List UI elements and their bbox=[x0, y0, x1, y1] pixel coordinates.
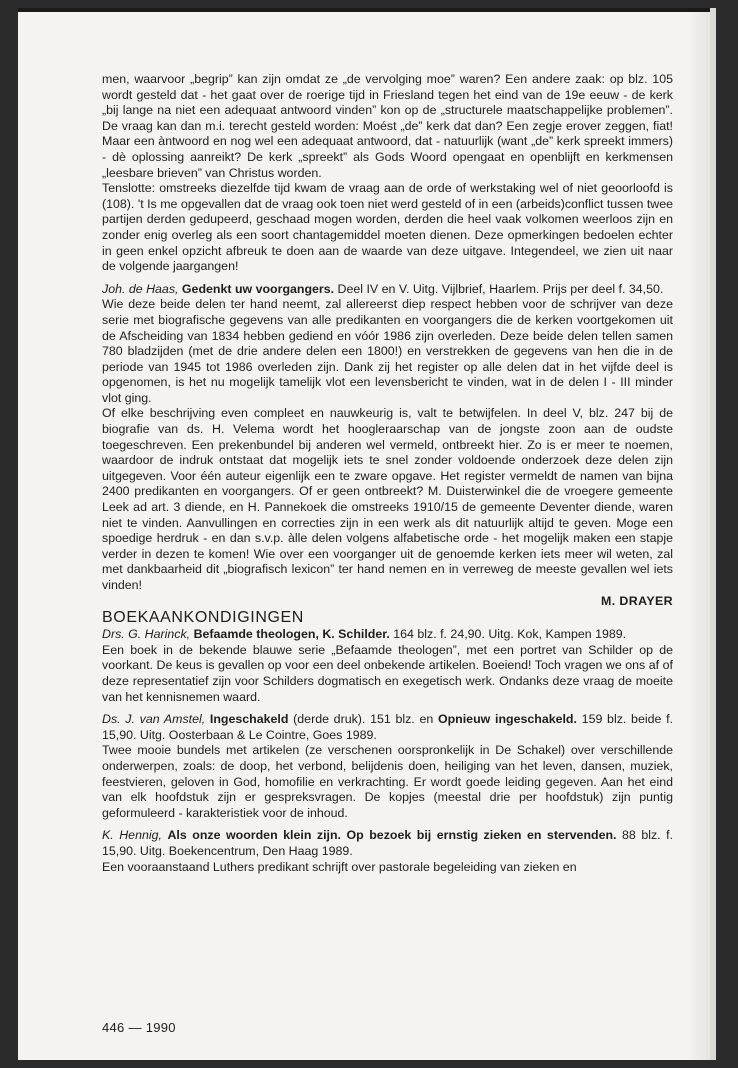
announcement-meta: 159 blz. beide f. 15,90. Uitg. Oosterbaan & Le Cointre, Goes 1989. bbox=[102, 712, 673, 742]
announcement-meta: 164 blz. f. 24,90. Uitg. Kok, Kampen 1989. bbox=[393, 627, 627, 642]
paragraph-tenslotte: Tenslotte: omstreeks diezelfde tijd kwam de vraag aan de orde of werkstaking wel of niet geoorloofd is (108). 't Is me opgevallen dat de vraag ook toen niet werd gesteld of in een (arbeids)conflict tussen twee partijen derden gedupeerd, geschaad mogen worden, derden die heel vaak volkomen weerloos zijn en zonder enig overleg als een soort chantagemiddel moeten dienen. Deze opmerkingen bedoelen echter in geen enkel opzicht afbreuk te doen aan de waarde van deze uitgave. Integendeel, we zien uit naar de volgende jaargangen! bbox=[102, 181, 673, 274]
review-paragraph-1: Wie deze beide delen ter hand neemt, zal allereerst diep respect hebben voor de schrijver van deze serie met biografische gegevens van alle predikanten en voorgangers die de kerken voortgekomen uit de Afscheiding van 1834 hebben gediend en vóór 1986 zijn overleden. Deze beide delen tellen samen 780 bladzijden (met de drie andere delen een 1800!) en verstrekken de gegevens van hen die in de periode van 1945 tot 1986 overleden zijn. Dank zij het register op alle delen dat in het vijfde deel is opgenomen, is het nu mogelijk tamelijk vlot een levensbericht te vinden, wat in de delen I - III minder vlot ging. bbox=[102, 297, 673, 405]
review-signature: M. DRAYER bbox=[601, 593, 673, 608]
page-number: 446 — 1990 bbox=[102, 1020, 176, 1035]
page-content bbox=[102, 72, 673, 875]
page-edge-shadow bbox=[688, 8, 710, 1060]
review-header bbox=[102, 282, 673, 298]
announcement-body: Een boek in de bekende blauwe serie „Befaamde theologen”, met een portret van Schilder op de voorkant. De keus is gevallen op voor een deel onbekende artikelen. Boeiend! Toch vragen we ons af of deze representatief zijn voor Schilders dogmatisch en exegetisch werk. Ondanks deze vraag de moeite van het kennisnemen waard. bbox=[102, 642, 673, 704]
announcement-body: Een vooraanstaand Luthers predikant schrijft over pastorale begeleiding van zieken en bbox=[102, 859, 577, 874]
announcement-title: Befaamde theologen, K. Schilder. bbox=[193, 627, 390, 642]
review-author: Joh. de Haas, bbox=[102, 281, 179, 296]
document-page bbox=[18, 8, 716, 1060]
announcement-body: Twee mooie bundels met artikelen (ze verschenen oorspronkelijk in De Schakel) over verschillende onderwerpen, zoals: de doop, het verbond, belijdenis doen, heiliging van het leven, dansen, muziek, feestvieren, geloven in God, homofilie en verkrachting. Er wordt goede leiding gegeven. Aan het eind van elk hoofdstuk zijn er gespreksvragen. De kopjes (meestal drie per hoofdstuk) zijn puntig geformuleerd - karakteristiek voor de inhoud. bbox=[102, 743, 673, 820]
announcement-mid: (derde druk). 151 blz. en bbox=[293, 712, 434, 727]
review-meta: Deel IV en V. Uitg. Vijlbrief, Haarlem. Prijs per deel f. 34,50. bbox=[337, 281, 664, 296]
announcement-meta: 88 blz. f. 15,90. Uitg. Boekencentrum, Den Haag 1989. bbox=[102, 828, 673, 858]
announcement-header bbox=[102, 627, 673, 643]
section-heading: BOEKAANKONDIGINGEN bbox=[102, 609, 304, 627]
announcement-author: K. Hennig, bbox=[102, 828, 162, 843]
announcement-header bbox=[102, 828, 673, 859]
top-edge bbox=[18, 8, 710, 12]
announcement-title: Als onze woorden klein zijn. Op bezoek bij ernstig zieken en stervenden. bbox=[167, 828, 617, 843]
paragraph-continuation: men, waarvoor „begrip” kan zijn omdat ze „de vervolging moe” waren? Een andere zaak: op blz. 105 wordt gesteld dat - het gaat over de roerige tijd in Friesland tegen het eind van de 19e eeuw - de kerk „bij lange na niet een adequaat antwoord vinden” kon op de „structurele maatschappelijke problemen”. De vraag kan dan m.i. terecht gesteld worden: Moést „de” kerk dat dan? Een zegje erover zeggen, fiat! Maar een àntwoord en nog wel een adequaat antwoord, dat - natuurlijk (want „de” kerk spreekt immers) - dè oplossing aanreikt? De kerk „spreekt” als Gods Woord opengaat en openblijft en kerkmensen „leesbare brieven” van Christus worden. bbox=[102, 72, 673, 180]
review-title: Gedenkt uw voorgangers. bbox=[181, 281, 335, 296]
announcement-title: Ingeschakeld bbox=[209, 712, 289, 727]
review-paragraph-2: Of elke beschrijving even compleet en nauwkeurig is, valt te betwijfelen. In deel V, blz. 247 bij de biografie van ds. H. Velema wordt het hoogleraarschap van de jongste zoon aan de oudste toegeschreven. Een prekenbundel bij anderen wel vermeld, ontbreekt hier. Zo is er meer te noemen, waardoor de indruk ontstaat dat mogelijk iets te snel zonder voldoende onderzoek deze delen zijn uitgegeven. Voor één auteur eigenlijk een te zware opgave. Het register vermeldt de namen van bijna 2400 predikanten en voorgangers. Of er geen ontbreekt? M. Duisterwinkel die de vroegere gemeente Leek ad art. 3 diende, en H. Pannekoek die omstreeks 1910/15 de gemeente Deventer diende, waren niet te vinden. Aanvullingen en correcties zijn in een werk als dit natuurlijk altijd te geven. Moge een spoedige herdruk - en dan s.v.p. àlle delen volgens alfabetische orde - het mogelijk maken een stapje verder in dezen te komen! Wie over een voorganger uit de genoemde kerken iets meer wil weten, zal met dankbaarheid dit „biografisch lexicon” ter hand nemen en in verreweg de meeste gevallen wel iets vinden! bbox=[102, 406, 673, 592]
announcement-title-2: Opnieuw ingeschakeld. bbox=[437, 712, 577, 727]
announcement-header bbox=[102, 712, 673, 743]
announcement-author: Ds. J. van Amstel, bbox=[102, 712, 206, 727]
announcement-author: Drs. G. Harinck, bbox=[102, 627, 191, 642]
